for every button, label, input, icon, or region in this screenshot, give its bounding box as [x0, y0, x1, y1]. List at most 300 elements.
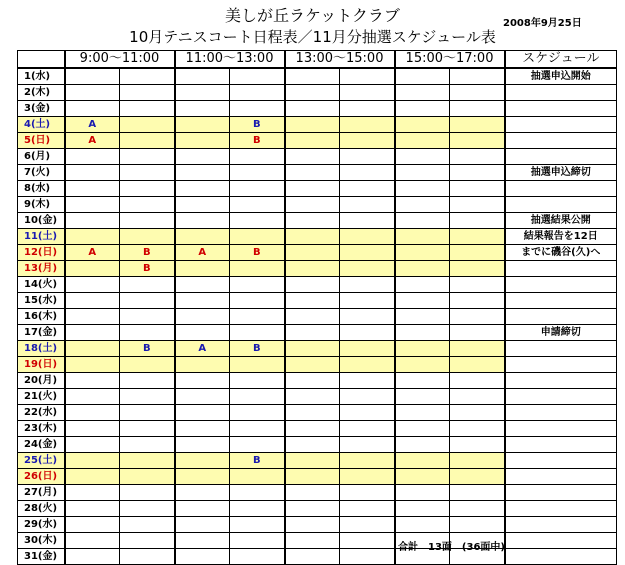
court-slot — [230, 277, 285, 293]
court-slot — [230, 517, 285, 533]
day-label: 26(日) — [18, 469, 65, 485]
schedule-note: 抽選申込締切 — [505, 165, 617, 181]
court-slot — [285, 341, 340, 357]
court-slot — [395, 165, 450, 181]
schedule-note — [505, 373, 617, 389]
court-slot — [450, 68, 505, 85]
day-label: 30(木) — [18, 533, 65, 549]
day-row — [18, 85, 617, 101]
court-slot — [120, 68, 175, 85]
schedule-note — [505, 197, 617, 213]
court-slot — [175, 421, 230, 437]
day-row — [18, 133, 617, 149]
schedule-note — [505, 533, 617, 549]
day-row — [18, 453, 617, 469]
court-slot — [120, 85, 175, 101]
schedule-note — [505, 117, 617, 133]
court-slot — [175, 469, 230, 485]
court-slot — [120, 133, 175, 149]
day-label: 2(木) — [18, 85, 65, 101]
court-slot — [395, 373, 450, 389]
court-slot — [450, 469, 505, 485]
court-slot — [230, 213, 285, 229]
court-slot — [120, 549, 175, 565]
court-slot — [340, 405, 395, 421]
court-slot: B — [230, 245, 285, 261]
court-slot — [65, 421, 120, 437]
court-slot — [395, 517, 450, 533]
court-slot — [395, 277, 450, 293]
court-slot — [120, 213, 175, 229]
court-slot — [175, 85, 230, 101]
day-label: 23(木) — [18, 421, 65, 437]
court-slot — [450, 437, 505, 453]
court-slot — [65, 485, 120, 501]
court-slot — [450, 149, 505, 165]
court-slot — [285, 421, 340, 437]
court-slot — [120, 533, 175, 549]
court-slot — [65, 501, 120, 517]
court-slot — [65, 389, 120, 405]
court-slot — [65, 68, 120, 85]
court-slot — [450, 101, 505, 117]
court-slot — [340, 213, 395, 229]
court-slot — [230, 181, 285, 197]
day-label: 12(日) — [18, 245, 65, 261]
court-slot — [450, 421, 505, 437]
court-slot: B — [120, 261, 175, 277]
court-slot — [65, 165, 120, 181]
court-slot — [340, 341, 395, 357]
court-slot — [120, 501, 175, 517]
day-row — [18, 213, 617, 229]
court-slot — [285, 293, 340, 309]
day-label: 9(木) — [18, 197, 65, 213]
court-slot — [65, 373, 120, 389]
court-slot — [395, 245, 450, 261]
court-slot — [175, 533, 230, 549]
court-slot — [120, 437, 175, 453]
court-slot — [450, 261, 505, 277]
court-slot — [340, 149, 395, 165]
court-slot — [175, 229, 230, 245]
day-label: 1(水) — [18, 68, 65, 85]
court-slot — [285, 181, 340, 197]
day-row — [18, 293, 617, 309]
court-slot — [175, 405, 230, 421]
day-label: 16(木) — [18, 309, 65, 325]
schedule-note — [505, 501, 617, 517]
court-slot — [285, 197, 340, 213]
court-slot — [65, 229, 120, 245]
day-label: 28(火) — [18, 501, 65, 517]
court-slot — [340, 325, 395, 341]
court-slot — [395, 437, 450, 453]
court-slot — [65, 309, 120, 325]
court-slot — [340, 68, 395, 85]
court-slot: B — [230, 117, 285, 133]
court-slot — [120, 357, 175, 373]
column-header-slot-4: 15:00〜17:00 — [395, 51, 505, 69]
court-slot — [450, 277, 505, 293]
schedule-note: 抽選申込開始 — [505, 68, 617, 85]
day-row — [18, 245, 617, 261]
court-slot — [175, 501, 230, 517]
court-slot — [65, 85, 120, 101]
schedule-note: までに磯谷(久)へ — [505, 245, 617, 261]
court-slot — [120, 309, 175, 325]
court-slot — [65, 453, 120, 469]
court-slot — [285, 149, 340, 165]
court-slot — [395, 181, 450, 197]
court-slot — [120, 229, 175, 245]
court-slot — [285, 405, 340, 421]
day-label: 15(水) — [18, 293, 65, 309]
court-slot — [65, 405, 120, 421]
court-slot — [65, 181, 120, 197]
court-slot — [65, 533, 120, 549]
schedule-note — [505, 357, 617, 373]
court-slot — [285, 325, 340, 341]
day-label: 20(月) — [18, 373, 65, 389]
court-slot — [65, 197, 120, 213]
day-row — [18, 373, 617, 389]
day-row — [18, 229, 617, 245]
court-slot — [65, 149, 120, 165]
day-row — [18, 149, 617, 165]
day-row — [18, 341, 617, 357]
court-slot — [340, 133, 395, 149]
court-slot — [285, 101, 340, 117]
court-slot — [285, 357, 340, 373]
court-slot — [450, 85, 505, 101]
court-slot — [230, 85, 285, 101]
court-slot — [395, 405, 450, 421]
court-slot — [395, 68, 450, 85]
day-label: 22(水) — [18, 405, 65, 421]
day-row — [18, 197, 617, 213]
court-slot — [395, 453, 450, 469]
court-slot — [175, 197, 230, 213]
schedule-note — [505, 469, 617, 485]
court-slot — [175, 389, 230, 405]
court-slot — [230, 501, 285, 517]
schedule-note — [505, 181, 617, 197]
court-slot — [175, 309, 230, 325]
court-slot — [285, 517, 340, 533]
court-slot: B — [230, 341, 285, 357]
court-slot — [395, 101, 450, 117]
court-slot — [450, 165, 505, 181]
schedule-subtitle: 10月テニスコート日程表／11月分抽選スケジュール表 — [129, 28, 496, 46]
court-slot — [120, 453, 175, 469]
schedule-note — [505, 133, 617, 149]
document-date: 2008年9月25日 — [503, 18, 582, 29]
court-slot — [175, 453, 230, 469]
court-slot — [340, 293, 395, 309]
court-slot — [175, 165, 230, 181]
court-slot: B — [120, 245, 175, 261]
schedule-note — [505, 437, 617, 453]
court-slot — [230, 469, 285, 485]
court-slot — [230, 197, 285, 213]
court-slot — [175, 149, 230, 165]
schedule-note — [505, 261, 617, 277]
court-slot — [340, 389, 395, 405]
court-slot — [450, 181, 505, 197]
court-slot — [120, 325, 175, 341]
court-slot — [395, 133, 450, 149]
court-slot — [65, 549, 120, 565]
court-slot — [230, 229, 285, 245]
court-slot — [285, 85, 340, 101]
court-slot — [120, 389, 175, 405]
schedule-note: 申請締切 — [505, 325, 617, 341]
court-slot — [340, 277, 395, 293]
day-row — [18, 485, 617, 501]
court-slot — [120, 293, 175, 309]
schedule-note — [505, 293, 617, 309]
column-header-slot-2: 11:00〜13:00 — [175, 51, 285, 69]
court-slot — [340, 501, 395, 517]
court-slot — [450, 245, 505, 261]
court-slot — [285, 309, 340, 325]
schedule-note — [505, 341, 617, 357]
schedule-note — [505, 549, 617, 565]
day-row — [18, 309, 617, 325]
schedule-note: 抽選結果公開 — [505, 213, 617, 229]
schedule-note — [505, 149, 617, 165]
court-slot — [65, 517, 120, 533]
day-row — [18, 357, 617, 373]
court-slot — [395, 485, 450, 501]
column-header-slot-1: 9:00〜11:00 — [65, 51, 175, 69]
court-slot — [395, 229, 450, 245]
court-slot — [340, 309, 395, 325]
court-slot — [120, 165, 175, 181]
court-slot — [175, 101, 230, 117]
court-slot — [175, 213, 230, 229]
court-slot — [450, 229, 505, 245]
day-row — [18, 261, 617, 277]
schedule-note — [505, 101, 617, 117]
court-slot — [450, 389, 505, 405]
court-slot — [230, 68, 285, 85]
day-label: 17(金) — [18, 325, 65, 341]
court-slot — [450, 213, 505, 229]
court-slot — [340, 373, 395, 389]
court-slot — [285, 437, 340, 453]
court-slot — [450, 373, 505, 389]
column-header-schedule: スケジュール — [505, 51, 617, 69]
day-row — [18, 501, 617, 517]
court-slot — [65, 325, 120, 341]
schedule-note — [505, 277, 617, 293]
court-slot — [285, 453, 340, 469]
court-slot — [340, 485, 395, 501]
court-slot — [395, 293, 450, 309]
court-slot — [230, 309, 285, 325]
court-slot — [230, 405, 285, 421]
court-slot — [285, 213, 340, 229]
court-slot — [340, 421, 395, 437]
court-slot — [175, 517, 230, 533]
day-label: 5(日) — [18, 133, 65, 149]
court-slot — [175, 437, 230, 453]
day-label: 14(火) — [18, 277, 65, 293]
court-slot — [120, 421, 175, 437]
schedule-note — [505, 421, 617, 437]
court-total: 合計 13面 (36面中) — [398, 542, 505, 553]
court-slot — [120, 517, 175, 533]
day-label: 8(水) — [18, 181, 65, 197]
court-slot — [65, 437, 120, 453]
court-slot — [175, 133, 230, 149]
court-slot — [175, 181, 230, 197]
court-slot — [175, 357, 230, 373]
court-slot — [395, 357, 450, 373]
court-slot — [395, 213, 450, 229]
court-slot — [175, 325, 230, 341]
day-label: 21(火) — [18, 389, 65, 405]
day-label: 24(金) — [18, 437, 65, 453]
schedule-body — [18, 68, 617, 565]
court-slot — [175, 549, 230, 565]
court-slot — [395, 469, 450, 485]
court-slot — [395, 85, 450, 101]
court-slot — [340, 101, 395, 117]
court-slot — [175, 117, 230, 133]
court-slot — [340, 197, 395, 213]
court-slot: B — [230, 133, 285, 149]
court-slot — [450, 197, 505, 213]
court-slot — [450, 325, 505, 341]
court-slot — [230, 149, 285, 165]
court-slot — [285, 117, 340, 133]
court-slot — [65, 101, 120, 117]
court-slot — [65, 357, 120, 373]
day-row — [18, 549, 617, 565]
court-slot — [340, 453, 395, 469]
day-row — [18, 405, 617, 421]
corner-cell — [18, 51, 65, 69]
day-row — [18, 117, 617, 133]
schedule-note — [505, 405, 617, 421]
court-slot — [450, 485, 505, 501]
court-slot — [450, 309, 505, 325]
court-slot: A — [65, 117, 120, 133]
court-slot — [340, 261, 395, 277]
court-slot — [230, 293, 285, 309]
court-slot — [340, 117, 395, 133]
court-slot — [175, 373, 230, 389]
court-slot — [285, 277, 340, 293]
court-slot — [175, 485, 230, 501]
court-slot — [230, 437, 285, 453]
court-slot — [230, 549, 285, 565]
court-slot — [285, 229, 340, 245]
day-row — [18, 437, 617, 453]
day-row — [18, 517, 617, 533]
day-label: 13(月) — [18, 261, 65, 277]
court-slot — [285, 485, 340, 501]
schedule-note — [505, 517, 617, 533]
day-row — [18, 469, 617, 485]
court-slot — [175, 277, 230, 293]
court-slot — [120, 485, 175, 501]
day-label: 29(水) — [18, 517, 65, 533]
court-slot — [230, 357, 285, 373]
court-slot — [65, 277, 120, 293]
court-slot — [65, 213, 120, 229]
schedule-note — [505, 309, 617, 325]
club-title: 美しが丘ラケットクラブ — [225, 6, 400, 25]
court-slot — [65, 469, 120, 485]
court-slot — [450, 293, 505, 309]
court-slot — [340, 85, 395, 101]
court-slot — [120, 181, 175, 197]
court-slot — [340, 437, 395, 453]
court-slot — [285, 469, 340, 485]
day-label: 3(金) — [18, 101, 65, 117]
court-slot — [450, 501, 505, 517]
court-slot — [340, 517, 395, 533]
court-slot — [175, 293, 230, 309]
court-slot — [285, 533, 340, 549]
court-slot — [450, 453, 505, 469]
court-slot — [285, 133, 340, 149]
court-slot — [340, 181, 395, 197]
court-slot — [65, 261, 120, 277]
schedule-table — [17, 50, 617, 565]
court-slot — [340, 229, 395, 245]
court-slot — [340, 533, 395, 549]
court-slot — [230, 389, 285, 405]
day-row — [18, 101, 617, 117]
court-slot — [285, 245, 340, 261]
day-row — [18, 421, 617, 437]
court-slot — [230, 533, 285, 549]
day-label: 19(日) — [18, 357, 65, 373]
day-row — [18, 181, 617, 197]
day-label: 7(火) — [18, 165, 65, 181]
court-slot — [230, 101, 285, 117]
court-slot — [175, 261, 230, 277]
court-slot — [450, 133, 505, 149]
court-slot: A — [175, 341, 230, 357]
court-slot: B — [230, 453, 285, 469]
day-label: 27(月) — [18, 485, 65, 501]
court-slot — [175, 68, 230, 85]
court-slot — [285, 501, 340, 517]
court-slot — [285, 549, 340, 565]
court-slot — [120, 277, 175, 293]
court-slot — [65, 293, 120, 309]
court-slot — [120, 101, 175, 117]
court-slot — [285, 261, 340, 277]
day-label: 11(土) — [18, 229, 65, 245]
court-slot — [120, 117, 175, 133]
court-slot — [230, 325, 285, 341]
court-slot: B — [120, 341, 175, 357]
court-slot — [395, 197, 450, 213]
day-label: 4(土) — [18, 117, 65, 133]
court-slot — [340, 469, 395, 485]
court-slot — [450, 117, 505, 133]
court-slot — [120, 149, 175, 165]
schedule-note — [505, 485, 617, 501]
court-slot — [395, 341, 450, 357]
